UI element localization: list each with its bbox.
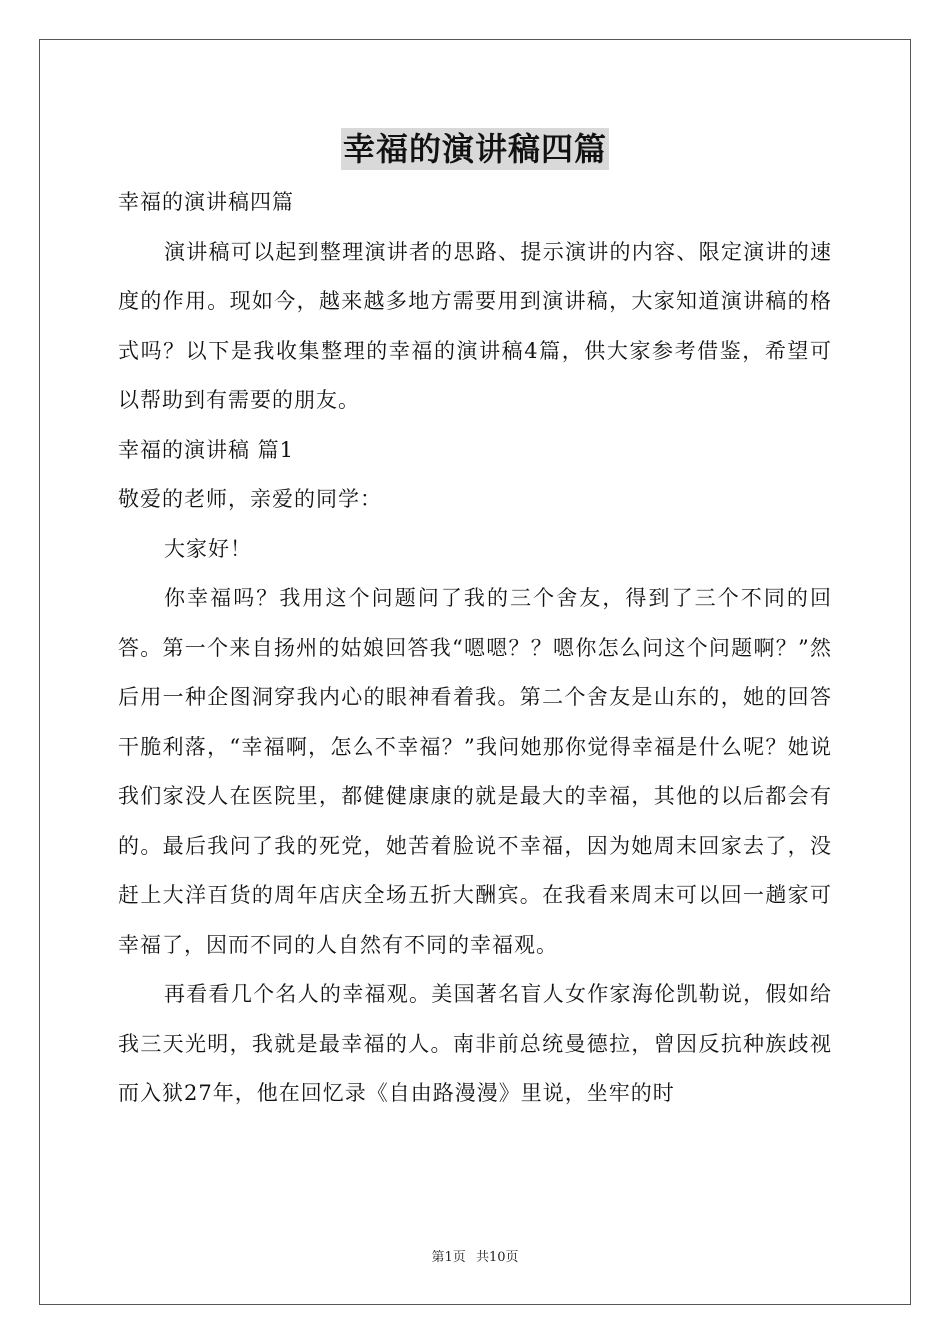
paragraph: 你幸福吗？我用这个问题问了我的三个舍友，得到了三个不同的回答。第一个来自扬州的姑娘回答我“嗯嗯？？嗯你怎么问这个问题啊？”然后用一种企图洞穿我内心的眼神看着我。第二个舍友是山东的，她的回答干脆利落，“幸福啊，怎么不幸福？”我问她那你觉得幸福是什么呢？她说我们家没人在医院里，都健健康康的就是最大的幸福，其他的以后都会有的。最后我问了我的死党，她苦着脸说不幸福，因为她周末回家去了，没赶上大洋百货的周年店庆全场五折大酬宾。在我看来周末可以回一趟家可幸福了，因而不同的人自然有不同的幸福观。 bbox=[118, 586, 832, 957]
page-number: 第1页 bbox=[431, 1250, 466, 1265]
page-footer bbox=[0, 1246, 950, 1265]
paragraph: 大家好！ bbox=[164, 536, 252, 561]
document-title: 幸福的演讲稿四篇 bbox=[342, 130, 607, 168]
paragraph: 敬爱的老师，亲爱的同学： bbox=[118, 487, 382, 511]
paragraph: 幸福的演讲稿四篇 bbox=[118, 190, 294, 214]
paragraph: 幸福的演讲稿 篇1 bbox=[118, 437, 295, 462]
paragraph: 再看看几个名人的幸福观。美国著名盲人女作家海伦凯勒说，假如给我三天光明，我就是最幸福的人。南非前总统曼德拉，曾因反抗种族歧视而入狱27年，他在回忆录《自由路漫漫》里说，坐牢的时 bbox=[118, 982, 832, 1105]
document-body bbox=[118, 178, 832, 1119]
page-total: 共10页 bbox=[475, 1250, 519, 1265]
title-container bbox=[0, 128, 950, 170]
paragraph: 演讲稿可以起到整理演讲者的思路、提示演讲的内容、限定演讲的速度的作用。现如今，越来越多地方需要用到演讲稿，大家知道演讲稿的格式吗？以下是我收集整理的幸福的演讲稿4篇，供大家参考借鉴，希望可以帮助到有需要的朋友。 bbox=[118, 239, 832, 412]
